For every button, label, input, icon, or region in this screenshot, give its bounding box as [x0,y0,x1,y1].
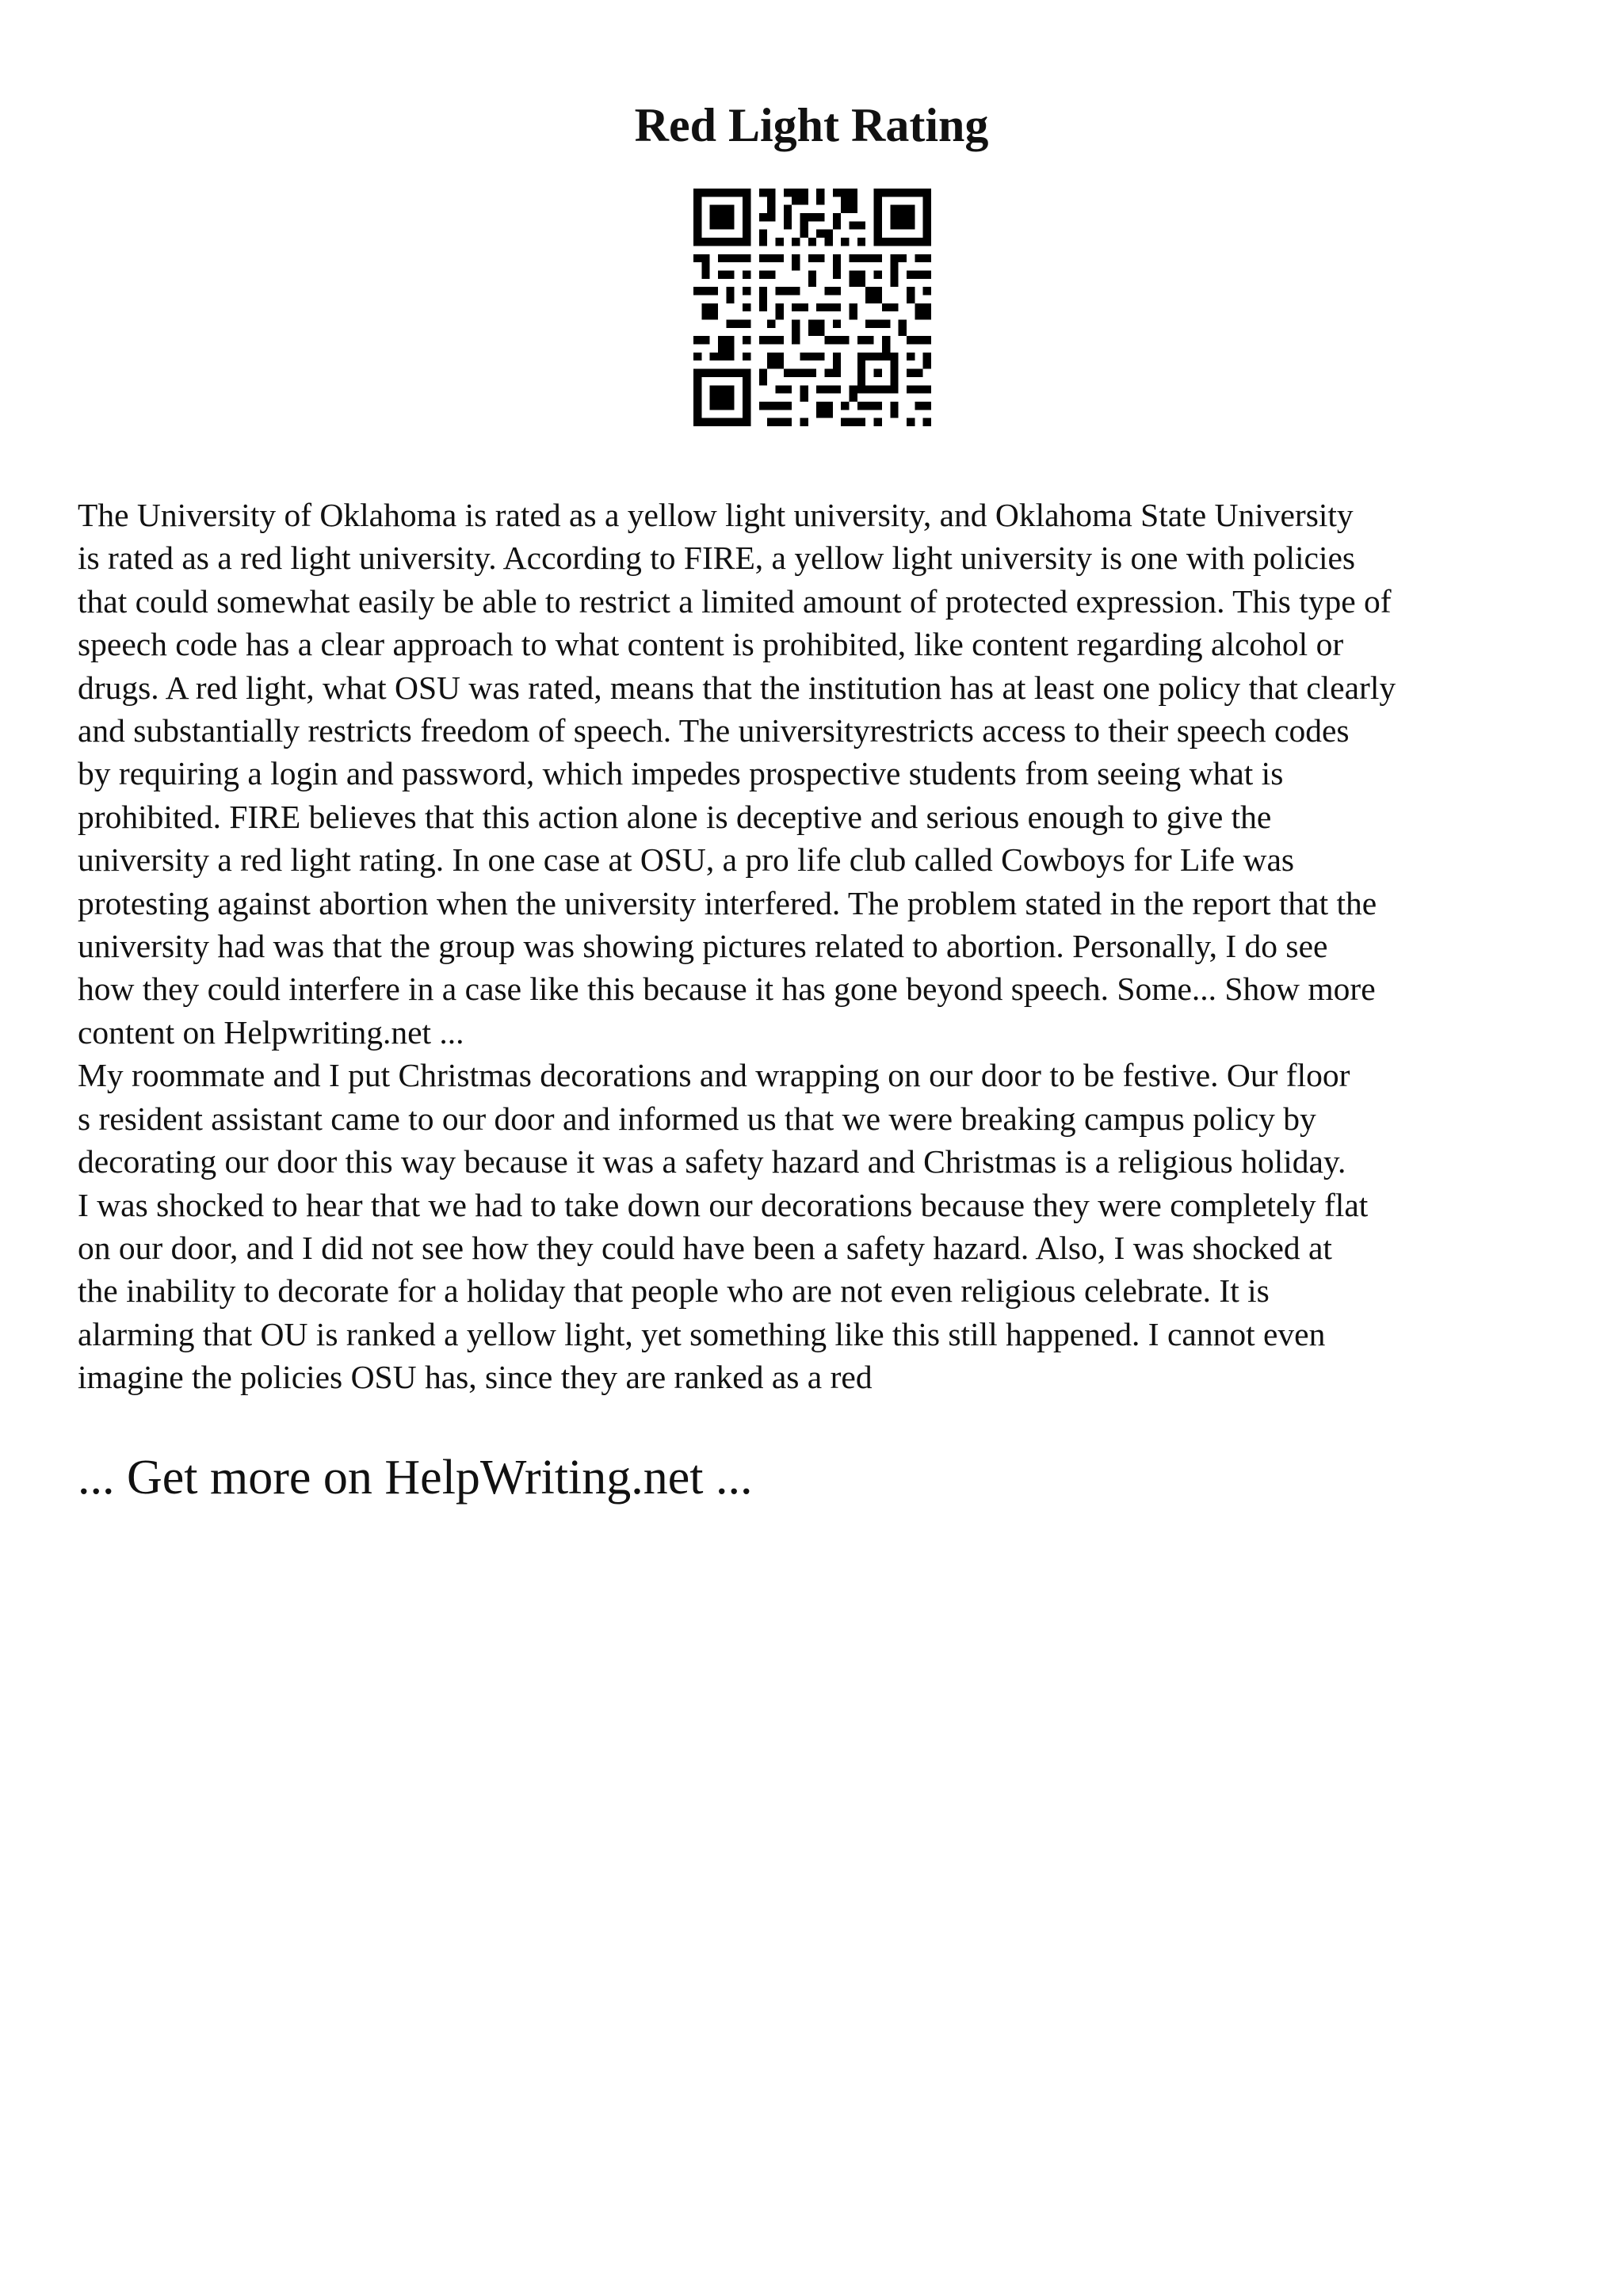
text-line: The University of Oklahoma is rated as a yellow light university, and Oklahoma State University [78,497,1354,533]
text-line: s resident assistant came to our door and informed us that we were breaking campus policy by [78,1100,1316,1137]
text-line: that could somewhat easily be able to restrict a limited amount of protected expression. This type of [78,582,1392,620]
text-line: university had was that the group was showing pictures related to abortion. Personally, I do see [78,928,1328,965]
text-line: university a red light rating. In one case at OSU, a pro life club called Cowboys for Life was [78,841,1295,879]
text-line: protesting against abortion when the university interfered. The problem stated in the report that the [78,884,1377,921]
text-line: how they could interfere in a case like this because it has gone beyond speech. Some... Show more [78,971,1376,1008]
text-line: drugs. A red light, what OSU was rated, means that the institution has at least one policy that clearly [78,669,1396,706]
text-line: My roommate and I put Christmas decorations and wrapping on our door to be festive. Our floor [78,1057,1350,1094]
text-line: by requiring a login and password, which impedes prospective students from seeing what is [78,755,1284,792]
text-line: speech code has a clear approach to what content is prohibited, like content regarding alcohol or [78,626,1344,663]
text-line: content on Helpwriting.net ... [78,1013,464,1051]
qr-code-image[interactable] [693,189,931,426]
text-line: on our door, and I did not see how they could have been a safety hazard. Also, I was shocked at [78,1229,1332,1266]
paragraph-1 [78,494,1583,1054]
text-line: decorating our door this way because it was a safety hazard and Christmas is a religious holiday. [78,1143,1346,1180]
paragraph-2 [78,1054,1583,1398]
text-line: and substantially restricts freedom of speech. The universityrestricts access to their speech codes [78,712,1350,749]
text-line: imagine the policies OSU has, since they are ranked as a red [78,1359,873,1396]
get-more-link[interactable]: ... Get more on HelpWriting.net ... [78,1451,753,1505]
text-line: alarming that OU is ranked a yellow light, yet something like this still happened. I cannot even [78,1315,1326,1352]
text-line: I was shocked to hear that we had to take down our decorations because they were completely flat [78,1186,1369,1223]
text-line: the inability to decorate for a holiday that people who are not even religious celebrate. It is [78,1272,1270,1310]
document-title: Red Light Rating [634,99,989,151]
article-body [78,494,1583,1399]
text-line: is rated as a red light university. According to FIRE, a yellow light university is one with policies [78,540,1356,577]
text-line: prohibited. FIRE believes that this action alone is deceptive and serious enough to give the [78,798,1272,835]
